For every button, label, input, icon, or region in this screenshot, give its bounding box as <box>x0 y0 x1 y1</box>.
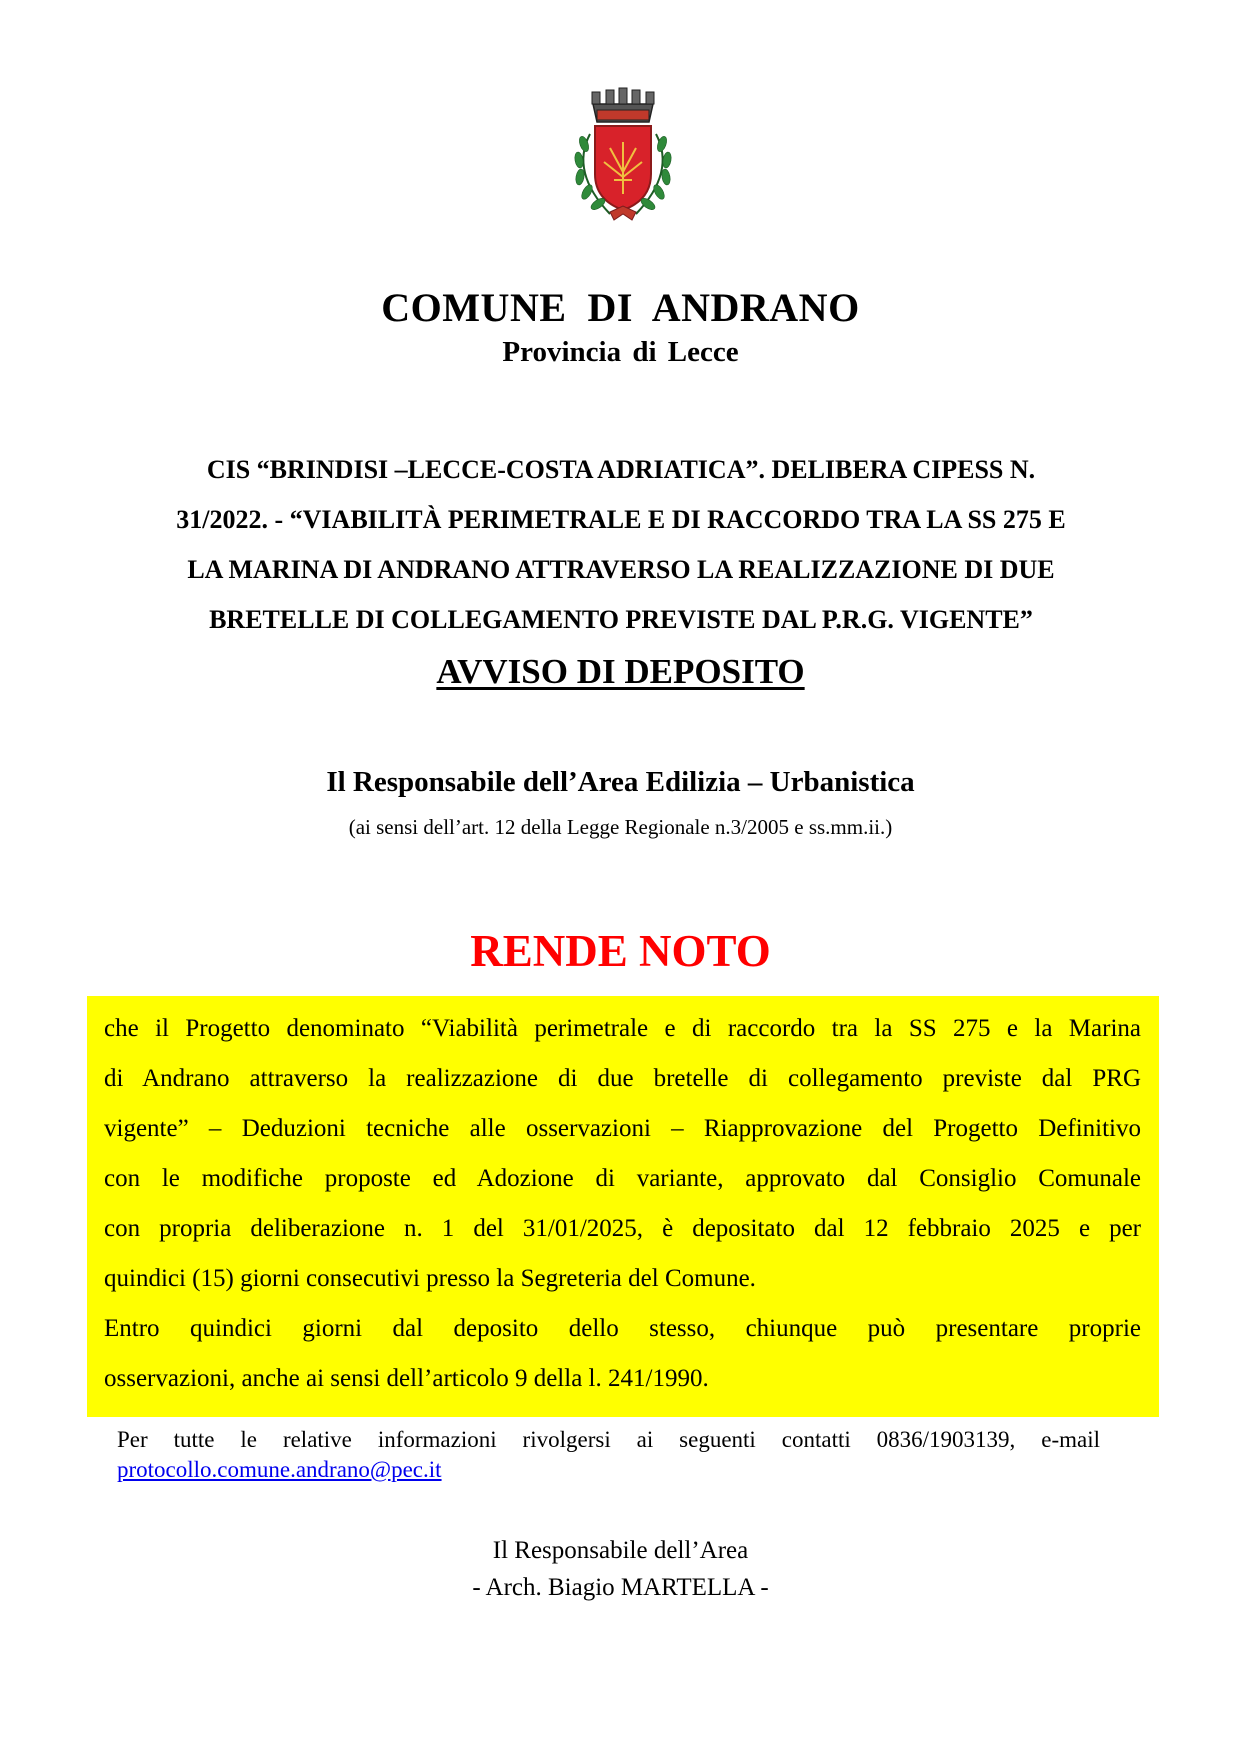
contact-info <box>117 1425 1100 1485</box>
legal-basis: (ai sensi dell’art. 12 della Legge Regionale n.3/2005 e ss.mm.ii.) <box>348 815 893 839</box>
crown-icon <box>592 88 654 122</box>
municipal-coat-of-arms-icon <box>548 82 698 232</box>
issuer-role: Il Responsabile dell’Area Edilizia – Urbanistica <box>326 766 915 798</box>
subject-line: CIS “BRINDISI –LECCE-COSTA ADRIATICA”. DELIBERA CIPESS N. <box>206 455 1036 484</box>
body-line: con propria deliberazione n. 1 del 31/01/2025, è depositato dal 12 febbraio 2025 e per <box>104 1215 1141 1242</box>
body-line: vigente” – Deduzioni tecniche alle osservazioni – Riapprovazione del Progetto Definitivo <box>104 1115 1141 1142</box>
signature-role: Il Responsabile dell’Area <box>492 1537 749 1564</box>
subject-line: 31/2022. - “VIABILITÀ PERIMETRALE E DI RACCORDO TRA LA SS 275 E <box>176 505 1066 534</box>
province-name: Provincia di Lecce <box>502 336 739 368</box>
email-link[interactable]: protocollo.comune.andrano@pec.it <box>117 1457 442 1482</box>
body-line: che il Progetto denominato “Viabilità perimetrale e di raccordo tra la SS 275 e la Marina <box>104 1015 1141 1042</box>
notice-subject <box>130 445 1112 645</box>
body-line: osservazioni, anche ai sensi dell’articolo 9 della l. 241/1990. <box>104 1365 709 1392</box>
notice-type-text: AVVISO DI DEPOSITO <box>436 652 805 691</box>
body-line: Entro quindici giorni dal deposito dello stesso, chiunque può presentare proprie <box>104 1315 1141 1342</box>
notice-type-heading <box>0 652 1241 692</box>
body-line: con le modifiche proposte ed Adozione di variante, approvato dal Consiglio Comunale <box>104 1165 1141 1192</box>
subject-line: LA MARINA DI ANDRANO ATTRAVERSO LA REALIZZAZIONE DI DUE <box>187 555 1055 584</box>
subject-line: BRETELLE DI COLLEGAMENTO PREVISTE DAL P.R.G. VIGENTE” <box>209 605 1033 634</box>
signature-name: - Arch. Biagio MARTELLA - <box>472 1574 769 1601</box>
announcement-heading: RENDE NOTO <box>470 926 771 976</box>
notice-body <box>104 1004 1141 1404</box>
municipality-name: COMUNE DI ANDRANO <box>381 285 860 330</box>
body-line: quindici (15) giorni consecutivi presso la Segreteria del Comune. <box>104 1265 756 1292</box>
body-line: di Andrano attraverso la realizzazione di due bretelle di collegamento previste dal PRG <box>104 1065 1141 1092</box>
contact-text: Per tutte le relative informazioni rivolgersi ai seguenti contatti 0836/1903139, e-mail <box>117 1427 1100 1452</box>
